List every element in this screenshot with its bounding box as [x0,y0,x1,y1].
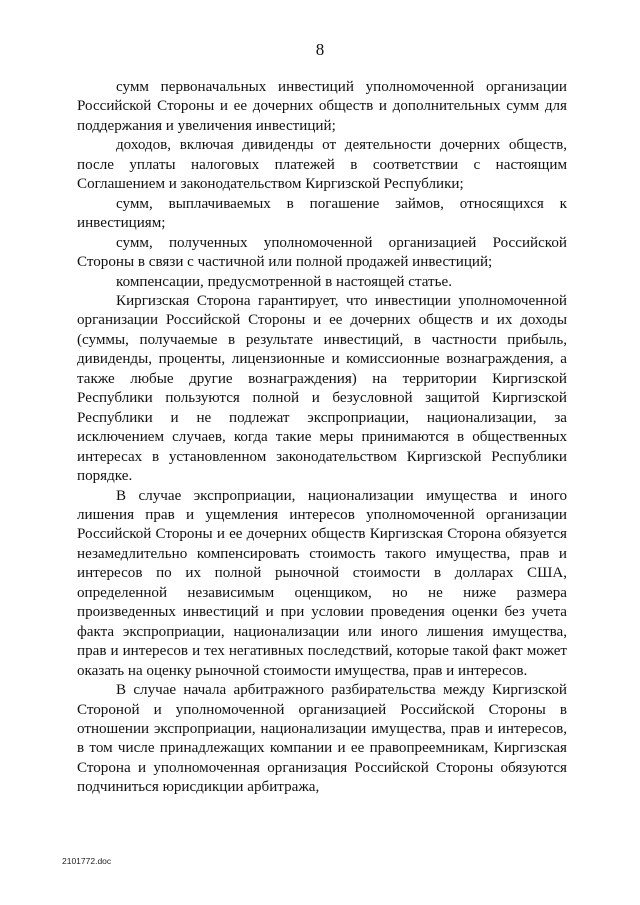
paragraph: В случае экспроприации, национализации имущества и иного лишения прав и ущемления интересов уполномоченной организации Российской Стороны и ее дочерних обществ Киргизская Сторона обязуется незамедлительно компенсировать стоимость такого имущества, прав и интересов по их полной рыночной стоимости в долларах США, определенной независимым оценщиком, но не ниже размера произведенных инвестиций и при условии проведения оценки без учета факта экспроприации, национализации или иного лишения имущества, прав и интересов и тех негативных последствий, которые такой факт может оказать на оценку рыночной стоимости имущества, прав и интересов. [77,487,567,679]
paragraph: В случае начала арбитражного разбирательства между Киргизской Стороной и уполномоченной организацией Российской Стороны в отношении экспроприации, национализации имущества, прав и интересов, в том числе принадлежащих компании и ее правопреемникам, Киргизская Сторона и уполномоченная организация Российской Стороны обязуются подчиниться юрисдикции арбитража, [77,682,567,796]
paragraph: Киргизская Сторона гарантирует, что инвестиции уполномоченной организации Российской Стороны и ее дочерних обществ и их доходы (суммы, получаемые в результате инвестиций, в частности прибыль, дивиденды, проценты, лицензионные и комиссионные вознаграждения, а также любые другие вознаграждения) на территории Киргизской Республики пользуются полной и безусловной защитой Киргизской Республики и не подлежат экспроприации, национализации, за исключением случаев, когда такие меры принимаются в общественных интересах в установленном законодательством Киргизской Республики порядке. [77,292,567,485]
document-body [77,78,567,798]
paragraph: доходов, включая дивиденды от деятельности дочерних обществ, после уплаты налоговых платежей в соответствии с настоящим Соглашением и законодательством Киргизской Республики; [77,137,567,193]
paragraph: компенсации, предусмотренной в настоящей статье. [116,273,453,290]
paragraph: сумм, выплачиваемых в погашение займов, относящихся к инвестициям; [77,195,567,232]
paragraph: сумм, полученных уполномоченной организацией Российской Стороны в связи с частичной или полной продажей инвестиций; [77,234,567,271]
paragraph: сумм первоначальных инвестиций уполномоченной организации Российской Стороны и ее дочерних обществ и дополнительных сумм для поддержания и увеличения инвестиций; [77,79,567,134]
page-number: 8 [315,40,325,59]
footer-filename: 2101772.doc [62,856,112,866]
